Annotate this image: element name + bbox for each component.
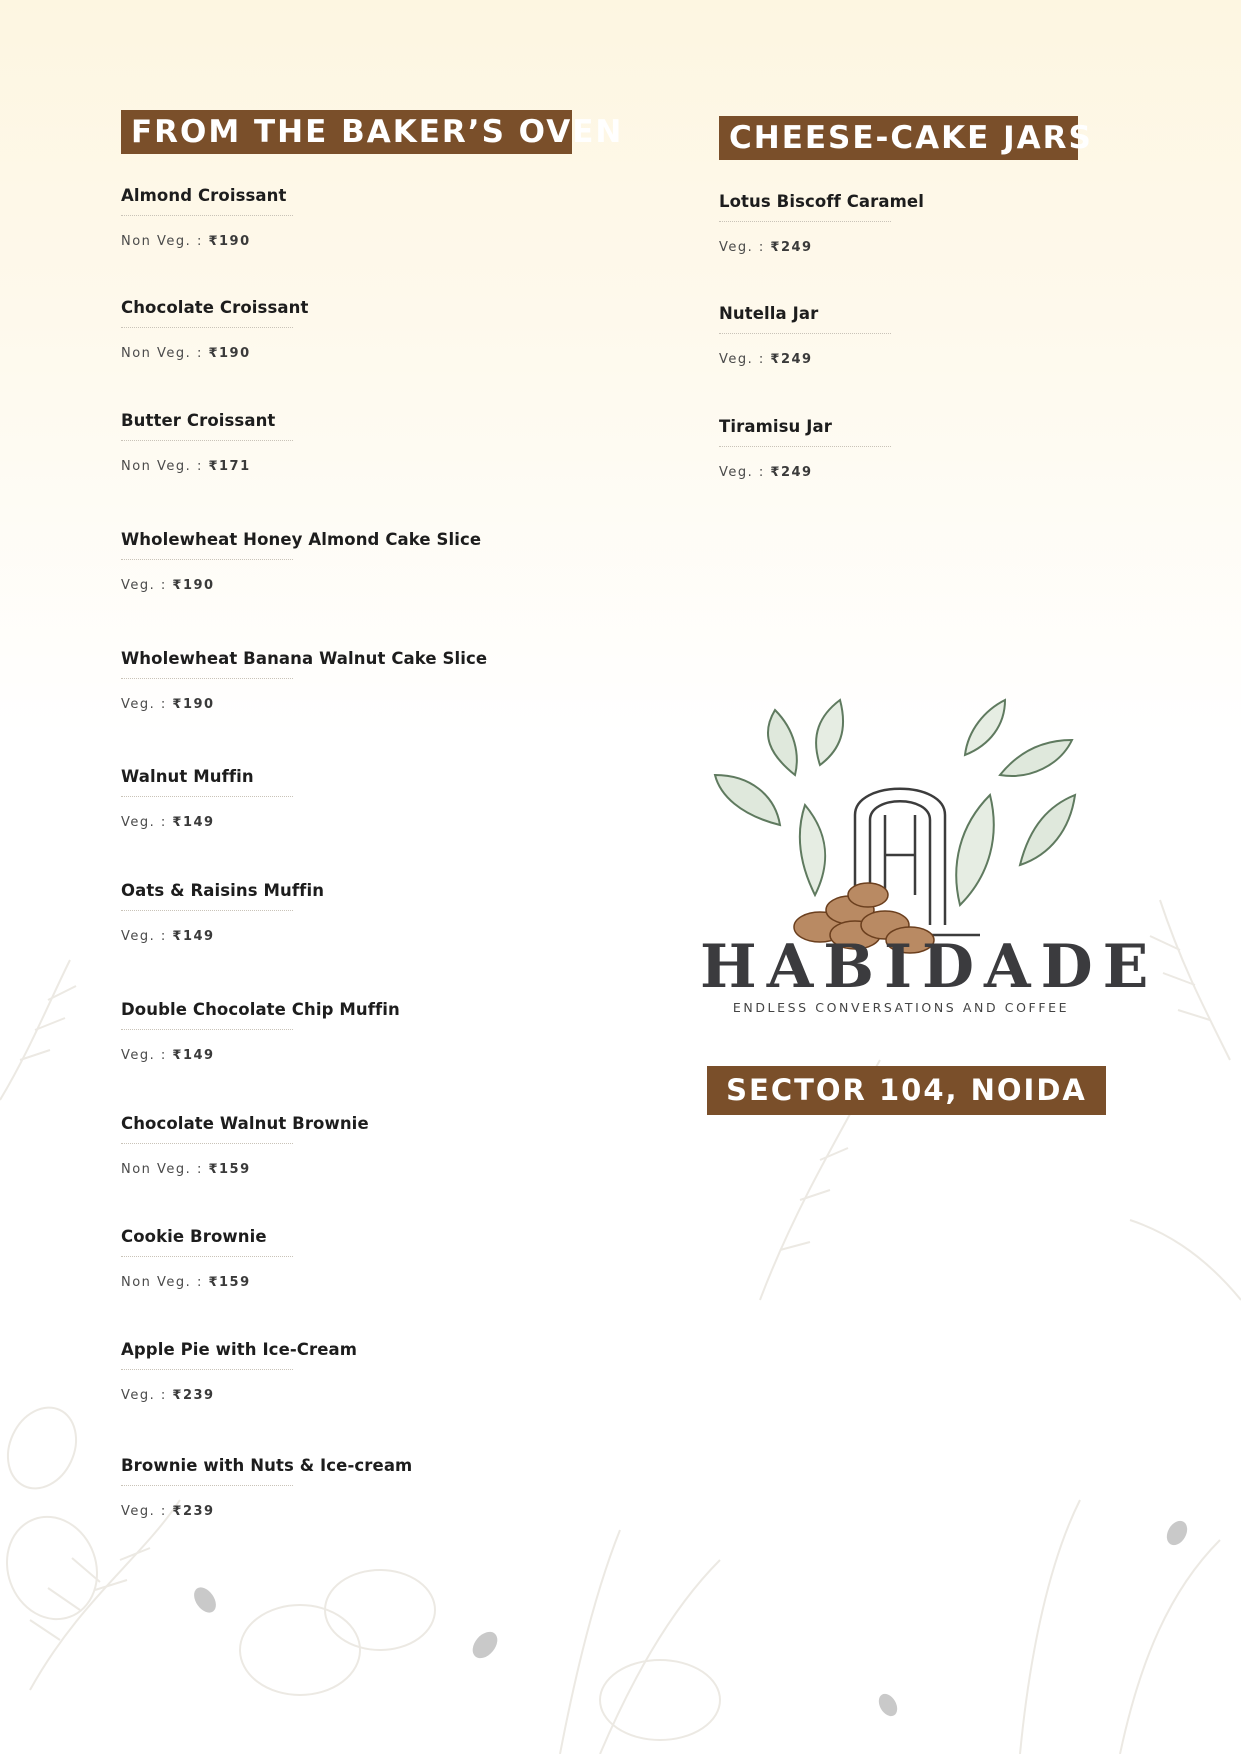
menu-item: [121, 1456, 601, 1519]
divider: [121, 1143, 293, 1144]
item-diet-type: Veg. :: [121, 697, 173, 712]
divider: [121, 678, 293, 679]
item-diet-type: Non Veg. :: [121, 346, 209, 361]
item-name: Apple Pie with Ice-Cream: [121, 1340, 358, 1359]
divider: [719, 333, 891, 334]
item-diet-type: Veg. :: [719, 465, 771, 480]
menu-item: [121, 530, 601, 593]
divider: [121, 559, 293, 560]
brand-tagline: ENDLESS CONVERSATIONS AND COFFEE: [732, 1000, 1070, 1015]
menu-item: [121, 186, 601, 249]
item-diet-type: Non Veg. :: [121, 1162, 209, 1177]
item-diet-type: Non Veg. :: [121, 459, 209, 474]
item-price-line: [121, 459, 601, 474]
item-price-line: [719, 240, 1199, 255]
item-name: Walnut Muffin: [121, 767, 254, 786]
divider: [719, 446, 891, 447]
item-name: Butter Croissant: [121, 411, 276, 430]
location-banner: SECTOR 104, NOIDA: [707, 1066, 1106, 1115]
divider: [121, 1029, 293, 1030]
divider: [121, 1256, 293, 1257]
item-diet-type: Veg. :: [121, 578, 173, 593]
item-diet-type: Veg. :: [121, 815, 173, 830]
menu-item: [121, 1227, 601, 1290]
item-name: Nutella Jar: [719, 304, 819, 323]
item-price: ₹159: [208, 1162, 251, 1177]
divider: [121, 327, 293, 328]
menu-item: [121, 298, 601, 361]
item-price: ₹239: [172, 1388, 215, 1403]
item-price: ₹149: [172, 929, 215, 944]
item-price-line: [121, 815, 601, 830]
item-name: Wholewheat Banana Walnut Cake Slice: [121, 649, 488, 668]
item-name: Almond Croissant: [121, 186, 287, 205]
bee-icon: [190, 1517, 1192, 1719]
item-price: ₹249: [770, 352, 813, 367]
menu-item: [121, 649, 601, 712]
divider: [121, 215, 293, 216]
item-price: ₹249: [770, 240, 813, 255]
menu-item: [121, 767, 601, 830]
item-price-line: [121, 697, 601, 712]
item-name: Double Chocolate Chip Muffin: [121, 1000, 400, 1019]
item-price: ₹149: [172, 1048, 215, 1063]
divider: [121, 796, 293, 797]
item-price: ₹171: [208, 459, 251, 474]
divider: [121, 440, 293, 441]
item-diet-type: Veg. :: [121, 1504, 173, 1519]
item-price: ₹190: [172, 578, 215, 593]
item-price-line: [121, 929, 601, 944]
item-price-line: [121, 1275, 601, 1290]
item-name: Tiramisu Jar: [719, 417, 832, 436]
item-diet-type: Veg. :: [121, 929, 173, 944]
item-diet-type: Non Veg. :: [121, 234, 209, 249]
item-diet-type: Veg. :: [121, 1388, 173, 1403]
item-price: ₹159: [208, 1275, 251, 1290]
item-price-line: [121, 346, 601, 361]
divider: [121, 1485, 293, 1486]
menu-item: [719, 192, 1199, 255]
item-name: Chocolate Croissant: [121, 298, 309, 317]
item-name: Chocolate Walnut Brownie: [121, 1114, 369, 1133]
item-diet-type: Veg. :: [121, 1048, 173, 1063]
item-price-line: [121, 1504, 601, 1519]
section-title-bakers-oven: FROM THE BAKER’S OVEN: [121, 110, 572, 154]
brand-name: HABIDADE: [700, 932, 1159, 1002]
menu-item: [121, 1000, 601, 1063]
menu-item: [121, 1340, 601, 1403]
item-price: ₹190: [208, 346, 251, 361]
divider: [121, 1369, 293, 1370]
menu-item: [719, 304, 1199, 367]
item-price: ₹190: [208, 234, 251, 249]
item-diet-type: Veg. :: [719, 240, 771, 255]
item-diet-type: Non Veg. :: [121, 1275, 209, 1290]
item-name: Cookie Brownie: [121, 1227, 267, 1246]
item-price: ₹249: [770, 465, 813, 480]
item-price-line: [121, 234, 601, 249]
item-price: ₹190: [172, 697, 215, 712]
item-price-line: [121, 1048, 601, 1063]
item-diet-type: Veg. :: [719, 352, 771, 367]
item-price: ₹149: [172, 815, 215, 830]
item-price-line: [121, 1162, 601, 1177]
item-price-line: [719, 465, 1199, 480]
menu-item: [121, 411, 601, 474]
item-price-line: [121, 578, 601, 593]
divider: [719, 221, 891, 222]
section-title-cheesecake-jars: CHEESE-CAKE JARS: [719, 116, 1078, 160]
divider: [121, 910, 293, 911]
item-price-line: [121, 1388, 601, 1403]
item-price: ₹239: [172, 1504, 215, 1519]
menu-item: [719, 417, 1199, 480]
item-name: Oats & Raisins Muffin: [121, 881, 325, 900]
menu-item: [121, 881, 601, 944]
item-name: Lotus Biscoff Caramel: [719, 192, 924, 211]
item-name: Wholewheat Honey Almond Cake Slice: [121, 530, 482, 549]
menu-item: [121, 1114, 601, 1177]
item-name: Brownie with Nuts & Ice-cream: [121, 1456, 413, 1475]
item-price-line: [719, 352, 1199, 367]
